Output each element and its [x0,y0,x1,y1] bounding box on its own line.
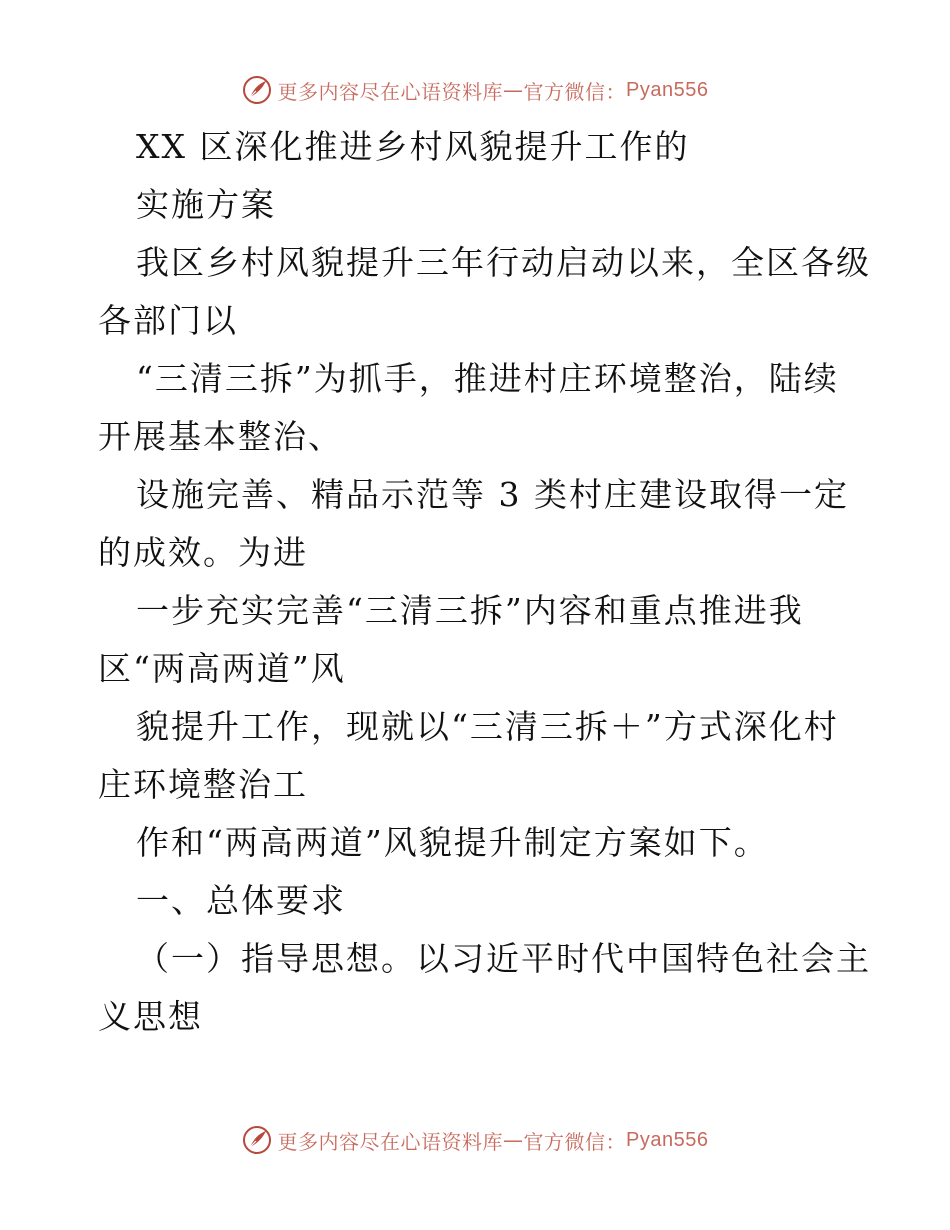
subsection-line: （一）指导思想。以习近平时代中国特色社会主 [136,939,871,978]
paragraph-line: 区“两高两道”风 [98,649,346,688]
document-body [98,118,871,1046]
feather-pen-circle-logo-icon [242,75,272,105]
paragraph-line: “三清三拆”为抓手，推进村庄环境整治，陆续 [136,359,839,398]
paragraph-line: 庄环境整治工 [98,765,308,804]
paragraph-line: 义思想 [98,997,203,1036]
document-title-continued: 实施方案 [136,185,276,224]
footer-banner [0,1120,950,1160]
paragraph-line: 的成效。为进 [98,533,308,572]
paragraph-line: 各部门以 [98,301,238,340]
paragraph-line: 作和“两高两道”风貌提升制定方案如下。 [136,823,769,862]
paragraph-line: 开展基本整治、 [98,417,343,456]
header-banner [0,70,950,110]
banner-text: 更多内容尽在心语资料库 [277,79,504,104]
wechat-label: 官方微信： [523,79,627,104]
banner-separator: — [503,78,524,102]
paragraph-line: 貌提升工作，现就以“三清三拆＋”方式深化村 [136,707,839,746]
paragraph-line: 我区乡村风貌提升三年行动启动以来，全区各级 [136,243,871,282]
paragraph-line: 设施完善、精品示范等 3 类村庄建设取得一定 [136,475,849,514]
paragraph-line: 一步充实完善“三清三拆”内容和重点推进我 [136,591,804,630]
document-title: XX 区深化推进乡村风貌提升工作的 [136,127,690,166]
banner-text: 更多内容尽在心语资料库 [277,1129,504,1154]
section-heading: 一、总体要求 [136,881,346,920]
wechat-label: 官方微信： [523,1129,627,1154]
feather-pen-circle-logo-icon [242,1125,272,1155]
banner-separator: — [503,1128,524,1152]
wechat-id: Pyan556 [626,1128,709,1151]
wechat-id: Pyan556 [626,78,709,101]
